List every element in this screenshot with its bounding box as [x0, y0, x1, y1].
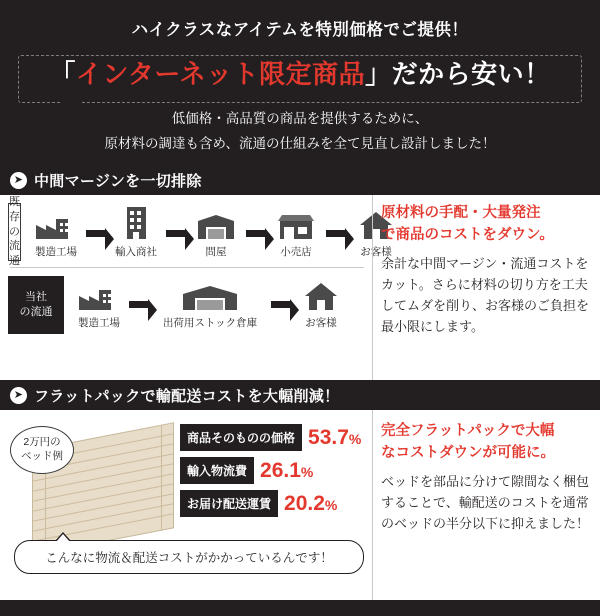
flow-step-factory-caption: 製造工場: [78, 317, 120, 329]
section-2-title: フラットパックで輸配送コストを大幅削減！: [34, 387, 340, 405]
flow-step-wholesaler-caption: 問屋: [205, 246, 227, 258]
hero-description-line2: 原材料の調達も含め、流通の仕組みを全て見直し設計しました！: [104, 135, 496, 151]
cost-stat-label: 商品そのものの価格: [180, 424, 302, 451]
footer-bar: [0, 600, 600, 616]
warehouse-icon: [187, 211, 245, 241]
flow-label-ours-line1: 当社: [25, 291, 47, 304]
factory-icon: [27, 211, 85, 241]
flow-step-wholesaler: [187, 211, 245, 259]
section-1-title: 中間マージンを一切排除: [34, 172, 202, 190]
flow-label-ours-line2: の流通: [19, 306, 53, 318]
hero-quote-open: 「: [49, 59, 76, 89]
section-2-highlight: [381, 420, 590, 465]
cost-stat-value: [260, 460, 313, 481]
shop-icon: [267, 211, 325, 241]
cost-stat-number: 20.2: [284, 492, 325, 515]
hero-emphasis: インターネット限定商品: [75, 59, 366, 89]
flow-label-existing-line2: の流通: [9, 225, 20, 268]
cost-stat-number: 26.1: [260, 459, 301, 482]
flow-arrow-icon: [86, 230, 106, 237]
flow-arrow-icon: [246, 230, 266, 237]
section-2-text-panel: [372, 410, 600, 600]
flow-step-stock-warehouse-caption: 出荷用ストック倉庫: [162, 317, 258, 329]
cost-stat-row: [180, 490, 366, 517]
cost-stat-number: 53.7: [308, 426, 349, 449]
cost-stat-value: [308, 427, 361, 448]
flow-steps-existing: [27, 205, 405, 259]
arrow-right-icon: ➤: [10, 387, 27, 404]
flow-step-factory: [27, 211, 85, 259]
distribution-flow-diagram: [0, 195, 392, 380]
section-1-highlight-line1: 原材料の手配・大量発注: [381, 205, 541, 221]
section-1-highlight: [381, 203, 590, 247]
hero-subheadline: [0, 54, 600, 91]
flow-divider: [10, 267, 364, 268]
hero-description: [0, 107, 600, 157]
cost-stat-label: お届け配送運賃: [180, 490, 278, 517]
cost-stat-unit: %: [348, 431, 362, 447]
hero-headline: ハイクラスなアイテムを特別価格でご提供！: [131, 21, 469, 39]
flow-label-existing: [8, 195, 21, 268]
bed-price-example-line2: ベッド例: [21, 450, 63, 462]
arrow-right-icon: ➤: [10, 172, 27, 189]
stock-warehouse-icon: [150, 282, 270, 312]
factory-icon: [70, 282, 128, 312]
flow-label-existing-line1: 既存: [9, 195, 20, 223]
flow-label-ours: [8, 276, 64, 334]
flow-step-customer-caption: お客様: [360, 246, 392, 258]
flow-arrow-icon: [166, 230, 186, 237]
cost-stat-row: [180, 457, 366, 484]
cost-stat-unit: %: [324, 497, 338, 513]
section-1-title-bar: [0, 165, 600, 195]
hero-quote-close: 」だから安い！: [365, 59, 551, 89]
section-1-highlight-line2: で商品のコストをダウン。: [381, 226, 554, 243]
cost-stat-value: [284, 493, 337, 514]
bed-price-example-label: [10, 426, 74, 474]
cost-stat-list: [180, 420, 366, 517]
flow-arrow-icon: [326, 230, 346, 237]
section-2-title-bar: [0, 380, 600, 410]
cost-callout-bubble: こんなに物流＆配送コストがかかっているんです！: [14, 540, 364, 574]
bed-price-example-line1: 2万円の: [23, 436, 61, 449]
cost-breakdown-panel: [0, 410, 372, 600]
flow-steps-ours: [70, 280, 350, 330]
flow-step-retailer: [267, 211, 325, 259]
speech-bubble-tail-icon: [60, 101, 82, 113]
section-1-text-panel: [372, 195, 600, 380]
cost-stat-unit: %: [300, 464, 314, 480]
section-2-body-text: ベッドを部品に分けて隙間なく梱包することで、輸配送のコストを通常のベッドの半分以下に抑えました！: [381, 473, 590, 532]
flow-step-customer: [292, 280, 350, 330]
section-1-body-text: 余計な中間マージン・流通コストをカット。さらに材料の切り方を工夫してムダを削り、お客様のご負担を最小限にします。: [381, 255, 590, 334]
section-2-highlight-line2: なコストダウンが可能に。: [381, 445, 555, 462]
cost-stat-label: 輸入物流費: [180, 457, 254, 484]
building-icon: [107, 205, 165, 241]
section-1-body: [0, 195, 600, 380]
bed-illustration: [8, 420, 168, 540]
hero-banner: [0, 0, 600, 165]
section-2-body: [0, 410, 600, 600]
flow-arrow-icon: [129, 301, 149, 308]
flow-step-factory-caption: 製造工場: [35, 246, 77, 258]
flow-step-customer-caption: お客様: [305, 317, 337, 329]
section-2-highlight-line1: 完全フラットパックで大幅: [381, 423, 555, 439]
hero-description-line1: 低価格・高品質の商品を提供するために、: [171, 111, 429, 126]
flow-arrow-icon: [271, 301, 291, 308]
flow-step-importer-caption: 輸入商社: [115, 246, 157, 258]
flow-step-stock-warehouse: [150, 282, 270, 330]
flow-row-existing: [8, 195, 392, 268]
flow-step-factory: [70, 282, 128, 330]
house-icon: [292, 280, 350, 312]
flow-step-retailer-caption: 小売店: [280, 246, 312, 258]
flow-step-importer: [107, 205, 165, 259]
flow-row-ours: [8, 276, 366, 334]
cost-stat-row: [180, 424, 366, 451]
